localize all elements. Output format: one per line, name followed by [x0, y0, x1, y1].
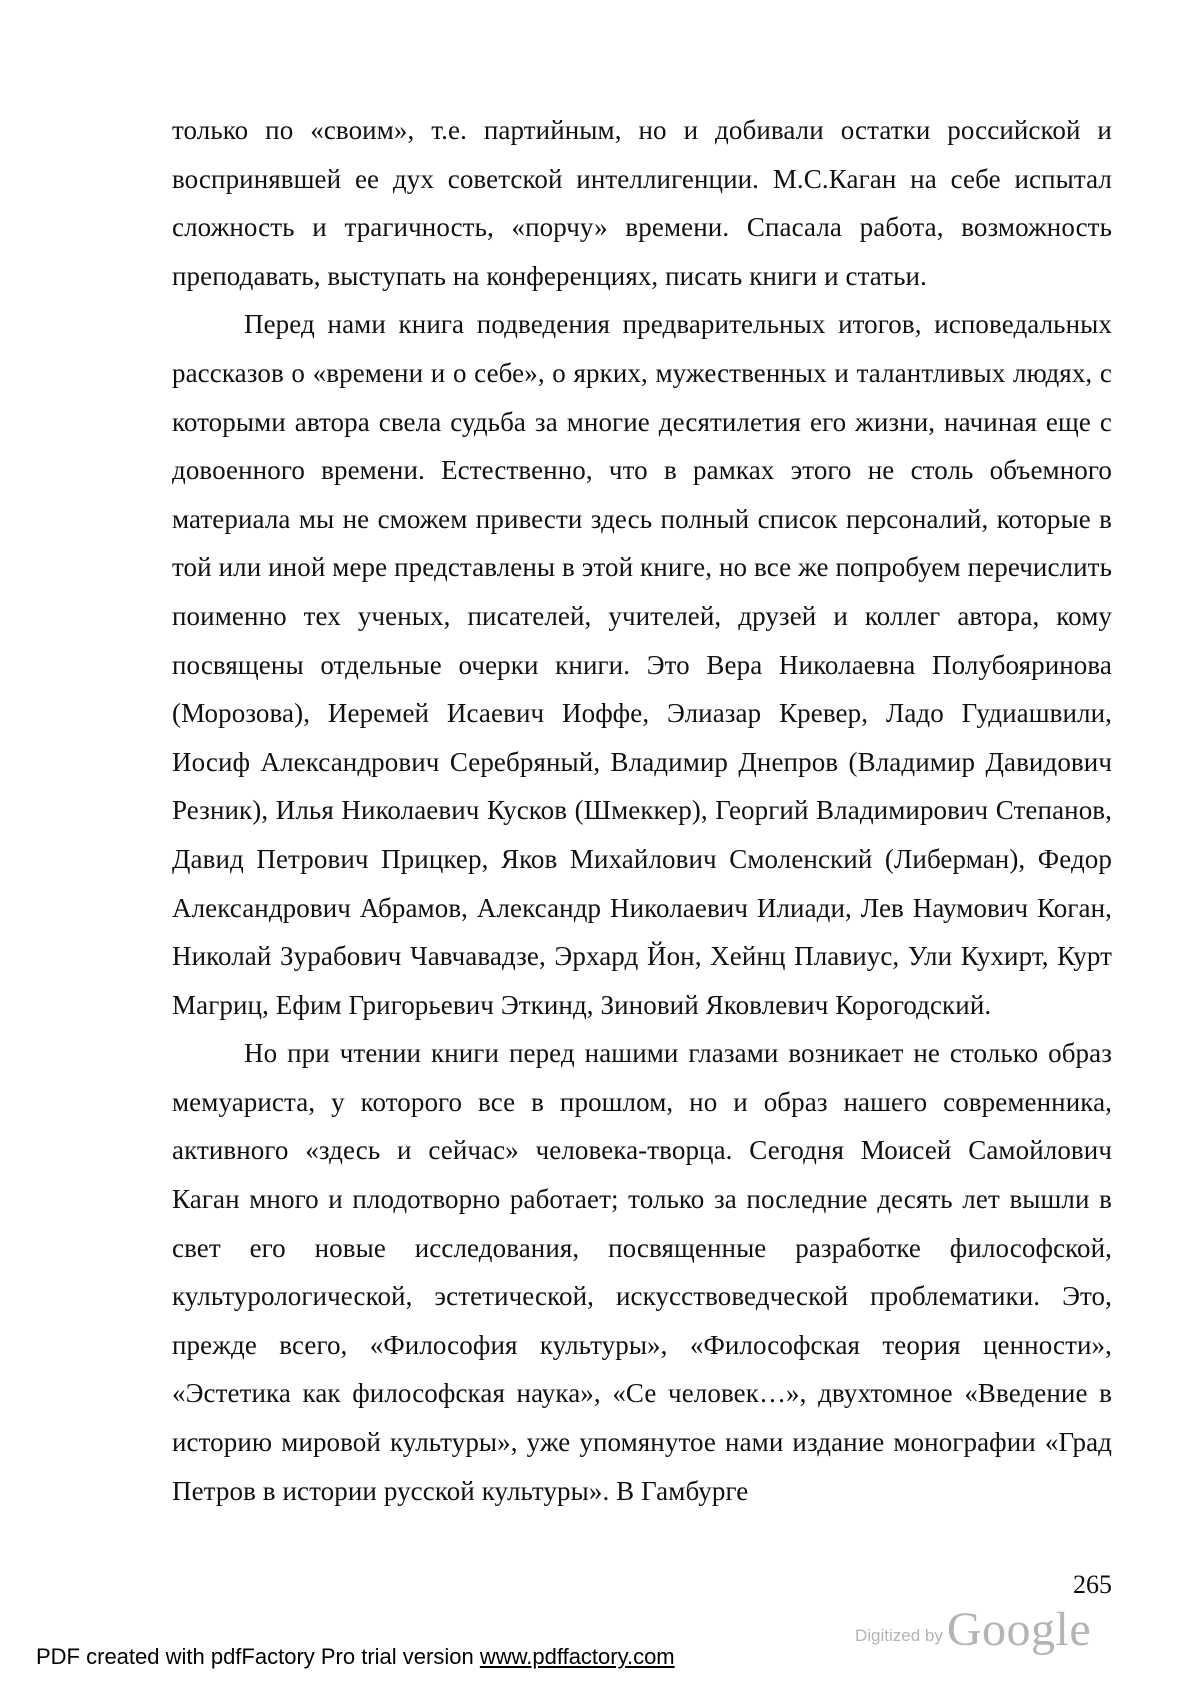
paragraph-3: Но при чтении книги перед нашими глазами возникает не столько образ мемуариста, у которого все в прошлом, но и образ нашего современника, активного «здесь и сейчас» человека-творца. Сегодня Моисей Самойлович Каган много и плодотворно работает; только за последние десять лет вышли в свет его новые исследования, посвященные разработке философской, культурологической, эстетической, искусствоведческой проблематики. Это, прежде всего, «Философия культуры», «Философская теория ценности», «Эстетика как философская наука», «Се человек…», двухтомное «Введение в историю мировой культуры», уже упомянутое нами издание монографии «Град Петров в истории русской культуры». В Гамбурге — [172, 1038, 1112, 1506]
digitized-by-label: Digitized by — [855, 1626, 943, 1645]
google-watermark — [855, 1600, 1091, 1660]
page-body-text — [172, 106, 1112, 1515]
google-logo: Google — [946, 1603, 1092, 1656]
paragraph-1: только по «своим», т.е. партийным, но и добивали остатки российской и воспринявшей ее дух советской интеллигенции. М.С.Каган на себе испытал сложность и трагичность, «порчу» времени. Спасала работа, возможность преподавать, выступать на конференциях, писать книги и статьи. — [172, 115, 1112, 291]
page-number: 265 — [1073, 1570, 1112, 1599]
paragraph-2: Перед нами книга подведения предварительных итогов, исповедальных рассказов о «времени и о себе», о ярких, мужественных и талантливых людях, с которыми автора свела судьба за многие десятилетия его жизни, начиная еще с довоенного времени. Естественно, что в рамках этого не столь объемного материала мы не сможем привести здесь полный список персоналий, которые в той или иной мере представлены в этой книге, но все же попробуем перечислить поименно тех ученых, писателей, учителей, друзей и коллег автора, кому посвящены отдельные очерки книги. Это Вера Николаевна Полубояринова (Морозова), Иеремей Исаевич Иоффе, Элиазар Кревер, Ладо Гудиашвили, Иосиф Александрович Серебряный, Владимир Днепров (Владимир Давидович Резник), Илья Николаевич Кусков (Шмеккер), Георгий Владимирович Степанов, Давид Петрович Прицкер, Яков Михайлович Смоленский (Либерман), Федор Александрович Абрамов, Александр Николаевич Илиади, Лев Наумович Коган, Николай Зурабович Чавчавадзе, Эрхард Йон, Хейнц Плавиус, Ули Кухирт, Курт Магриц, Ефим Григорьевич Эткинд, Зиновий Яковлевич Корогодский. — [172, 309, 1112, 1020]
pdf-footer — [36, 1644, 675, 1670]
pdffactory-link[interactable]: www.pdffactory.com — [479, 1644, 675, 1669]
pdf-footer-text: PDF created with pdfFactory Pro trial version — [36, 1644, 480, 1669]
